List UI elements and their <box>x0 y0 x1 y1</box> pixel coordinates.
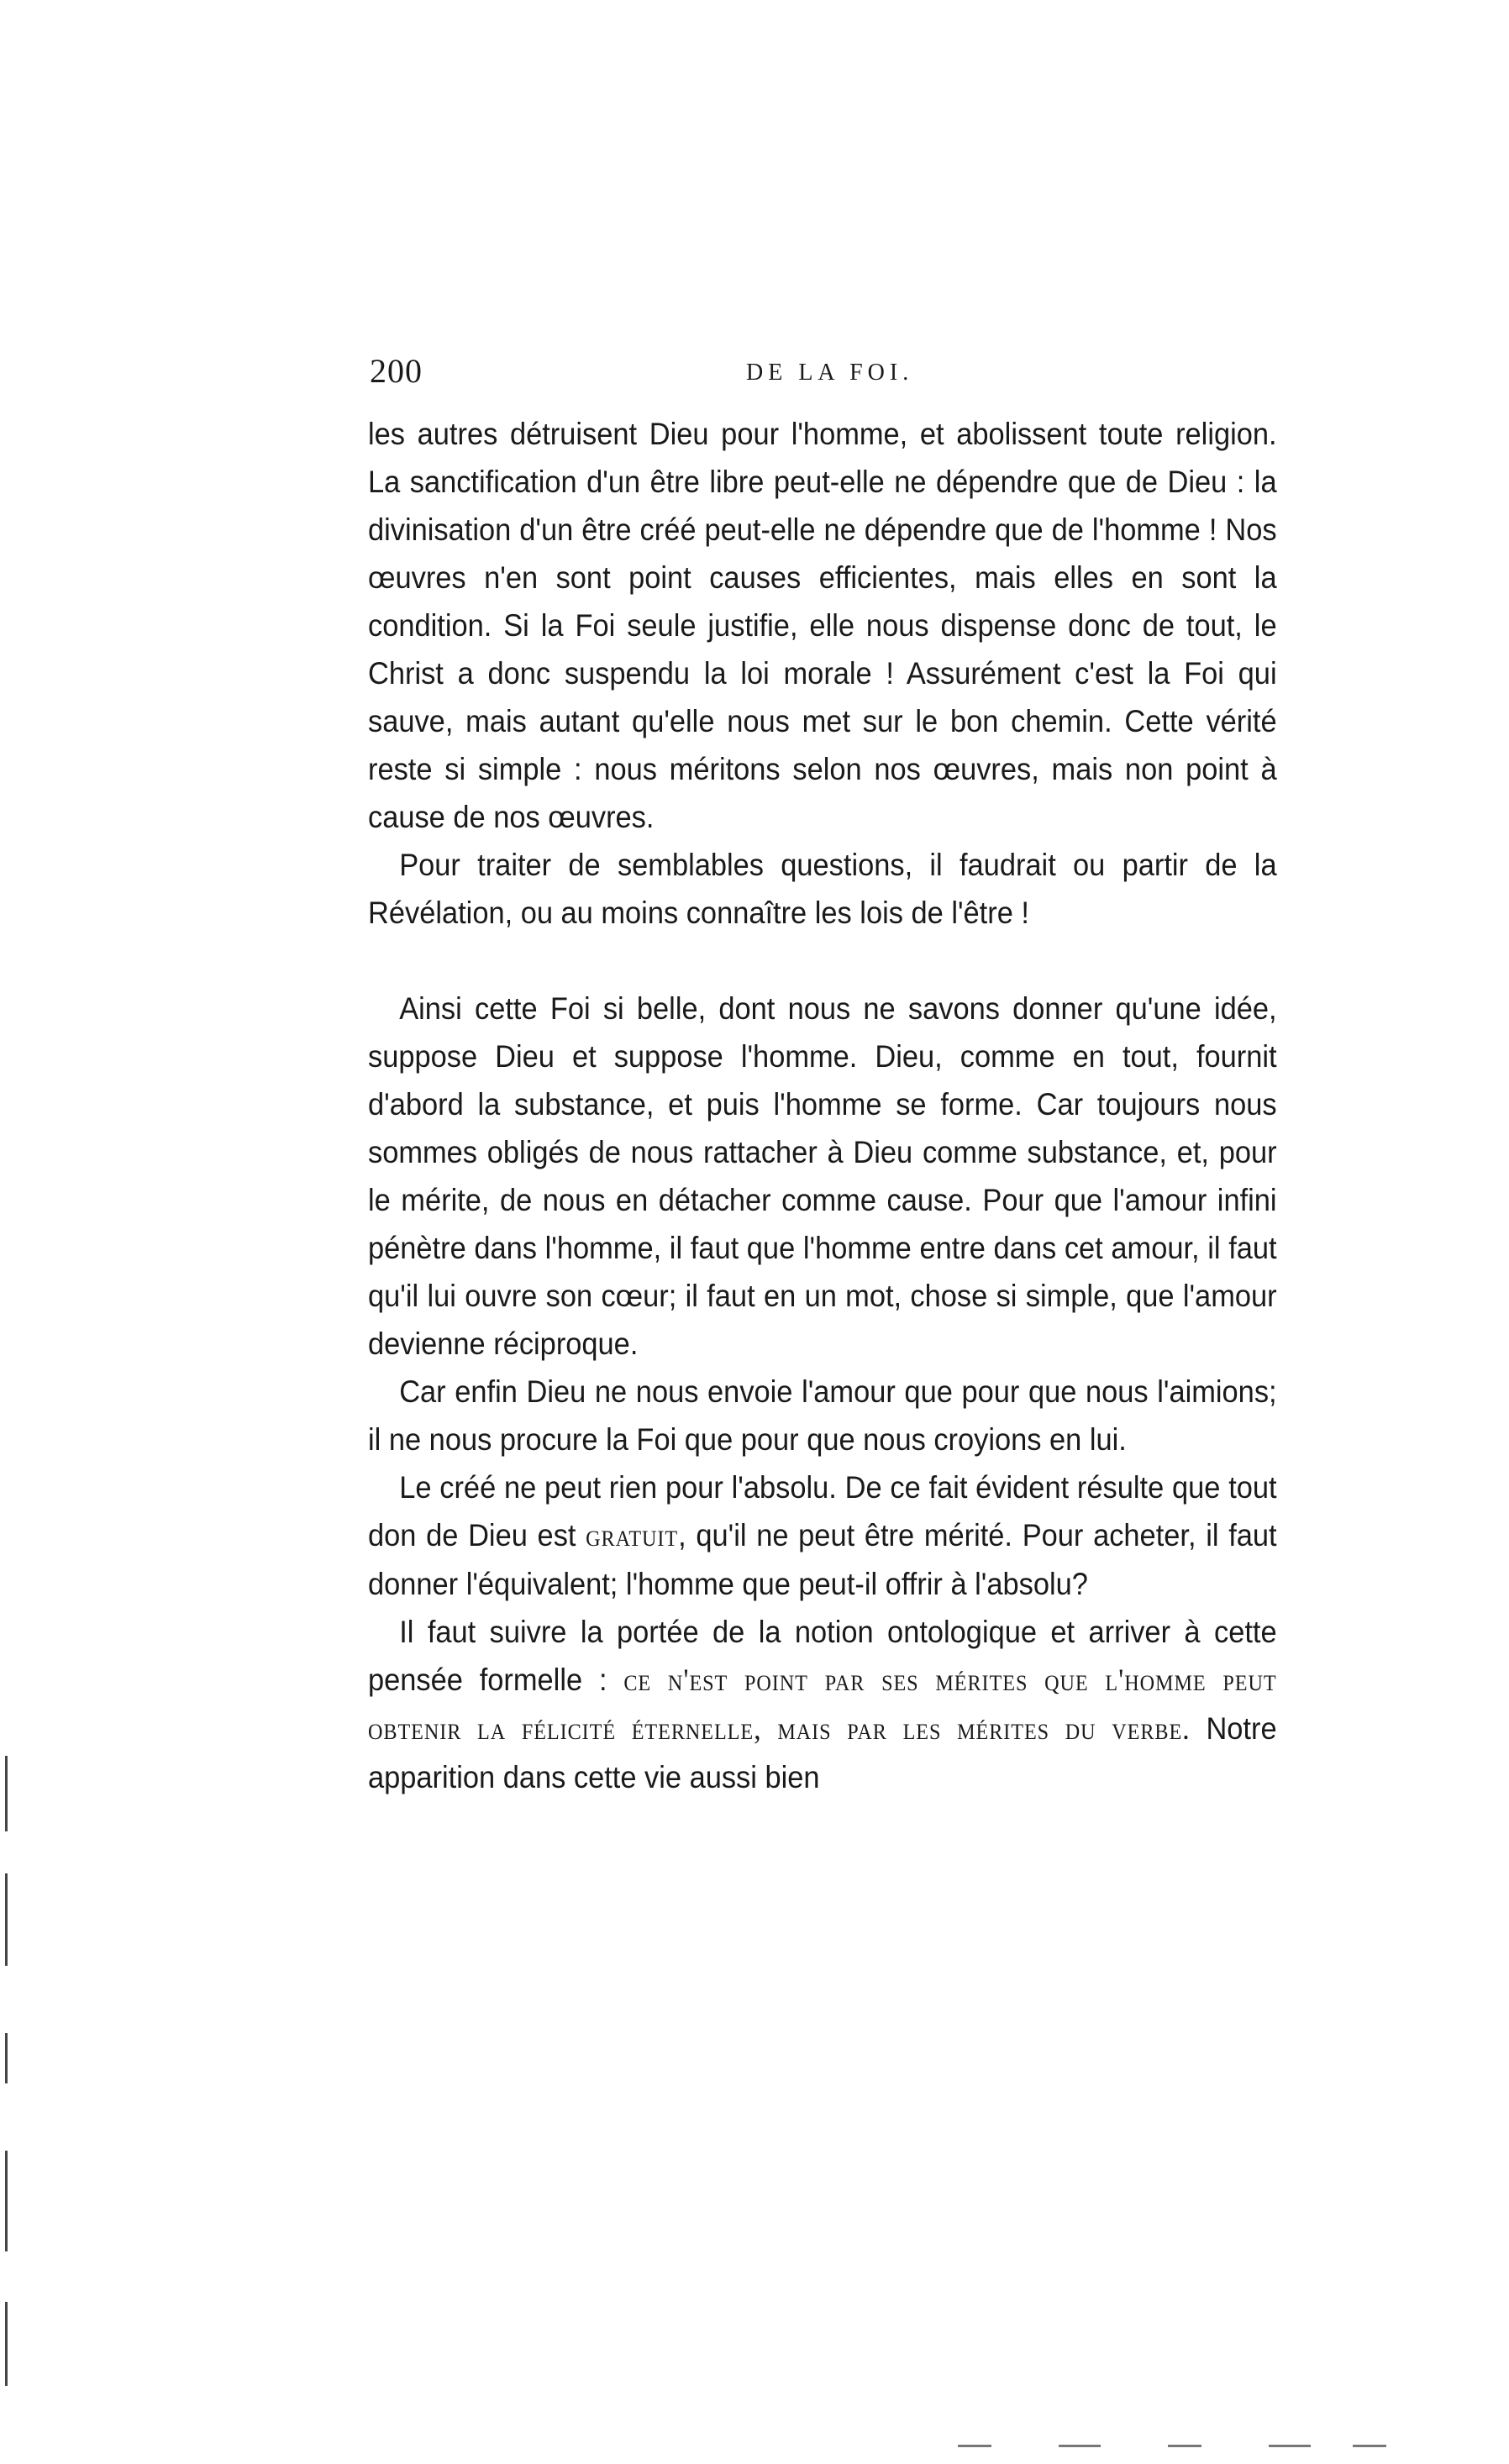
scan-mark <box>5 2151 8 2251</box>
scan-mark <box>1059 2445 1101 2447</box>
page-header <box>370 351 1277 402</box>
paragraph-text: Il faut suivre la portée de la notion ontologique et arriver à cette pensée formelle : <box>368 1615 1277 1697</box>
paragraph-text: Pour traiter de semblables questions, il faudrait ou partir de la Révélation, ou au moins connaître les lois de l'être ! <box>368 848 1277 930</box>
paragraph-6 <box>368 1608 1277 1801</box>
paragraph-text: Notre apparition dans cette vie aussi bien <box>368 1711 1277 1794</box>
scan-mark <box>1168 2445 1201 2447</box>
paragraph-text: les autres détruisent Dieu pour l'homme, et abolissent toute religion. La sanctification d'un être libre peut-elle ne dépendre que de Dieu : la divinisation d'un être créé peut-elle ne dépendre que de l'homme ! Nos œuvres n'en sont point causes efficientes, mais elles en sont la condition. Si la Foi seule justifie, elle nous dispense donc de tout, le Christ a donc suspendu la loi morale ! Assurément c'est la Foi qui sauve, mais autant qu'elle nous met sur le bon chemin. Cette vérité reste si simple : nous méritons selon nos œuvres, mais non point à cause de nos œuvres. <box>368 417 1277 834</box>
paragraph-text: Le créé ne peut rien pour l'absolu. De ce fait évident résulte que tout don de Dieu est <box>368 1470 1277 1552</box>
emphasis-small-caps: ce n'est point par ses mérites que l'homme peut obtenir la félicité éternelle, mais par les mérites du verbe. <box>368 1663 1277 1747</box>
page-number: 200 <box>370 352 423 390</box>
scan-mark <box>5 2033 8 2083</box>
paragraph-2 <box>368 841 1277 937</box>
paragraph-text: Ainsi cette Foi si belle, dont nous ne savons donner qu'une idée, suppose Dieu et suppose l'homme. Dieu, comme en tout, fournit d'abord la substance, et puis l'homme se forme. Car toujours nous sommes obligés de nous rattacher à Dieu comme substance, et, pour le mérite, de nous en détacher comme cause. Pour que l'amour infini pénètre dans l'homme, il faut que l'homme entre dans cet amour, il faut qu'il lui ouvre son cœur; il faut en un mot, chose si simple, que l'amour devienne réciproque. <box>368 991 1277 1361</box>
body-text <box>368 410 1277 1801</box>
emphasis-small-caps: gratuit <box>586 1519 679 1553</box>
paragraph-text: Car enfin Dieu ne nous envoie l'amour que pour que nous l'aimions; il ne nous procure la Foi que pour que nous croyions en lui. <box>368 1374 1277 1457</box>
paragraph-4 <box>368 1368 1277 1463</box>
scan-mark <box>5 1873 8 1966</box>
paragraph-text: , qu'il ne peut être mérité. Pour acheter, il faut donner l'équivalent; l'homme que peut-il offrir à l'absolu? <box>368 1518 1277 1601</box>
scan-mark <box>958 2445 991 2447</box>
paragraph-5 <box>368 1463 1277 1608</box>
scan-mark <box>1353 2445 1386 2447</box>
scan-mark <box>5 2302 8 2386</box>
paragraph-3 <box>368 985 1277 1368</box>
running-head: DE LA FOI. <box>746 360 914 386</box>
scan-margin-marks <box>0 0 25 2464</box>
scan-mark <box>1269 2445 1311 2447</box>
paragraph-1 <box>368 410 1277 841</box>
scan-mark <box>5 1756 8 1831</box>
scan-bottom-marks <box>958 2445 1395 2453</box>
